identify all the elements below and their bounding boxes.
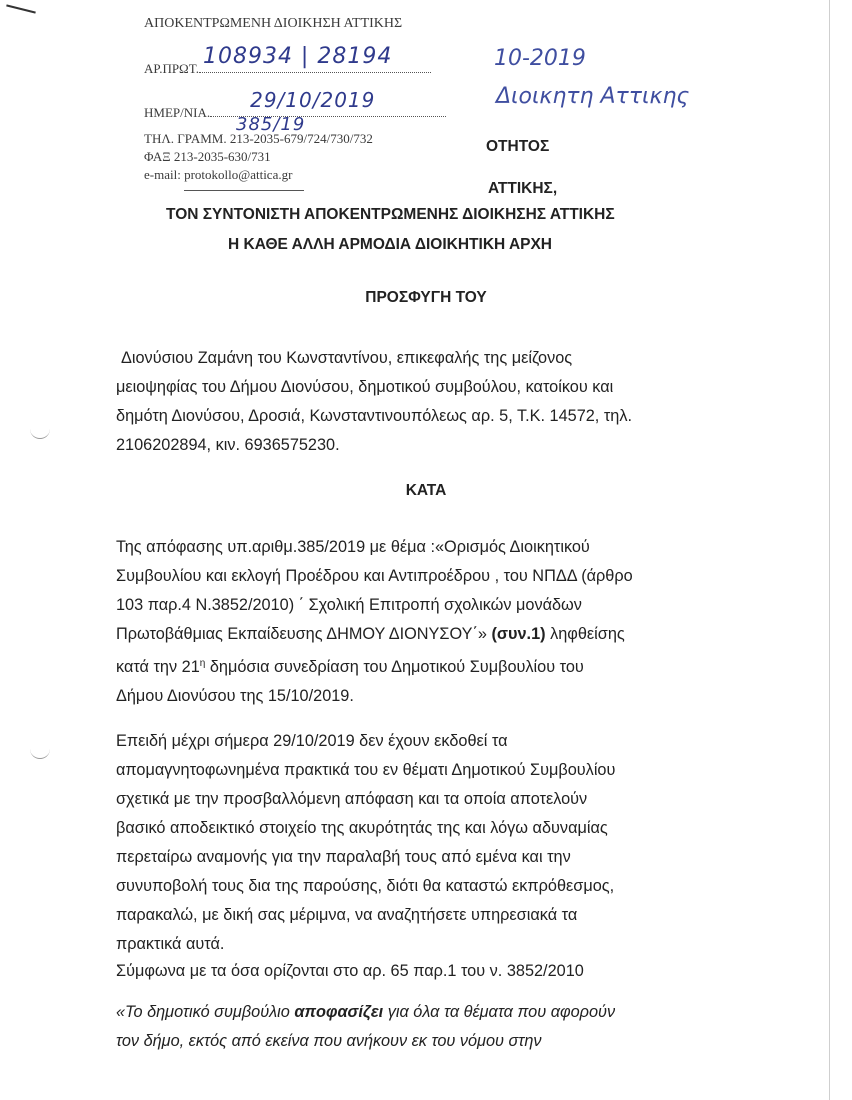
paragraph-line: Διονύσιου Ζαμάνη του Κωνσταντίνου, επικεφαλής της μείζονος [121, 349, 573, 367]
stamp-protocol-label: ΑΡ.ΠΡΩΤ. [144, 61, 199, 76]
request-paragraph [116, 727, 615, 959]
paragraph-line: 2106202894, κιν. 6936575230. [116, 436, 340, 454]
addressee-line-3: ΤΟΝ ΣΥΝΤΟΝΙΣΤΗ ΑΠΟΚΕΝΤΡΩΜΕΝΗΣ ΔΙΟΙΚΗΣΗΣ ΑΤΤΙΚΗΣ [166, 206, 615, 223]
stamp-email: e-mail: protokollo@attica.gr [144, 167, 293, 182]
stamp-date-label: ΗΜΕΡ/ΝΙΑ. [144, 105, 211, 120]
paragraph-line: παρακαλώ, με δική σας μέριμνα, να αναζητήσετε υπηρεσιακά τα [116, 906, 578, 924]
decision-paragraph [116, 533, 633, 711]
paragraph-line: Της απόφασης υπ.αριθμ.385/2019 με θέμα :«Ορισμός Διοικητικού [116, 538, 590, 556]
law-quote [116, 998, 615, 1056]
paragraph-line: πρακτικά αυτά. [116, 935, 225, 953]
addressee-line-1: ΟΤΗΤΟΣ [486, 138, 550, 155]
handwritten-note: Διοικητη Αττικης [496, 84, 690, 109]
stamp-protocol-row [144, 44, 431, 77]
handwritten-code: 10-2019 [494, 46, 586, 71]
stamp-reference-number: 385/19 [236, 114, 306, 135]
paragraph-line: περεταίρω αναμονής για την παραλαβή τους από εμένα και την [116, 848, 571, 866]
paragraph-line: «Το δημοτικό συμβούλιο αποφασίζει για όλα τα θέματα που αφορούν [116, 1003, 616, 1021]
scan-mark [6, 4, 36, 13]
addressee-line-4: Η ΚΑΘΕ ΑΛΛΗ ΑΡΜΟΔΙΑ ΔΙΟΙΚΗΤΙΚΗ ΑΡΧΗ [228, 236, 553, 253]
quote-emphasis: αποφασίζει [294, 1003, 384, 1021]
registration-stamp [140, 10, 470, 200]
paragraph-line: απομαγνητοφωνημένα πρακτικά του εν θέματι Δημοτικού Συμβουλίου [116, 761, 616, 779]
paragraph-line: συνυποβολή τους δια της παρούσης, διότι θα καταστώ εκπρόθεσμος, [116, 877, 615, 895]
paragraph-line: 103 παρ.4 Ν.3852/2010) ΄ Σχολική Επιτροπή σχολικών μονάδων [116, 596, 582, 614]
stamp-fax: ΦΑΞ 213-2035-630/731 [144, 149, 271, 164]
paragraph-line: Δήμου Διονύσου της 15/10/2019. [116, 687, 354, 705]
punch-hole-mark [30, 748, 50, 759]
paragraph-line: τον δήμο, εκτός από εκείνα που ανήκουν εκ του νόμου στην [116, 1032, 542, 1050]
paragraph-line: Πρωτοβάθμιας Εκπαίδευσης ΔΗΜΟΥ ΔΙΟΝΥΣΟΥ΄» (συν.1) ληφθείσης [116, 625, 625, 643]
addressee-line-2: ΑΤΤΙΚΗΣ, [488, 180, 558, 197]
appellant-paragraph [116, 344, 632, 460]
paragraph-line: Επειδή μέχρι σήμερα 29/10/2019 δεν έχουν εκδοθεί τα [116, 732, 508, 750]
attachment-reference: (συν.1) [491, 625, 546, 643]
heading-appeal: ΠΡΟΣΦΥΓΗ ΤΟΥ [365, 289, 487, 306]
scan-edge-line [829, 0, 830, 1100]
law-reference: Σύμφωνα με τα όσα ορίζονται στο αρ. 65 παρ.1 του ν. 3852/2010 [116, 962, 584, 980]
stamp-date-value: 29/10/2019 [250, 88, 376, 112]
stamp-phone: ΤΗΛ. ΓΡΑΜΜ. 213-2035-679/724/730/732 [144, 131, 373, 146]
paragraph-line: σχετικά με την προσβαλλόμενη απόφαση και τα οποία αποτελούν [116, 790, 588, 808]
paragraph-line: δημότη Διονύσου, Δροσιά, Κωνσταντινουπόλεως αρ. 5, Τ.Κ. 14572, τηλ. [116, 407, 633, 425]
paragraph-line: Συμβουλίου και εκλογή Προέδρου και Αντιπροέδρου , του ΝΠΔΔ (άρθρο [116, 567, 633, 585]
punch-hole-mark [30, 428, 50, 439]
stamp-protocol-number: 108934 | 28194 [202, 44, 393, 69]
paragraph-line: βασικό αποδεικτικό στοιχείο της ακυρότητάς της και λόγω αδυναμίας [116, 819, 608, 837]
paragraph-line: μειοψηφίας του Δήμου Διονύσου, δημοτικού συμβούλου, κατοίκου και [116, 378, 614, 396]
heading-against: ΚΑΤΑ [405, 482, 447, 499]
stamp-authority: ΑΠΟΚΕΝΤΡΩΜΕΝΗ ΔΙΟΙΚΗΣΗ ΑΤΤΙΚΗΣ [144, 16, 403, 31]
paragraph-line: κατά την $21^\eta$ δημόσια συνεδρίαση του Δημοτικού Συμβουλίου του [116, 658, 584, 676]
